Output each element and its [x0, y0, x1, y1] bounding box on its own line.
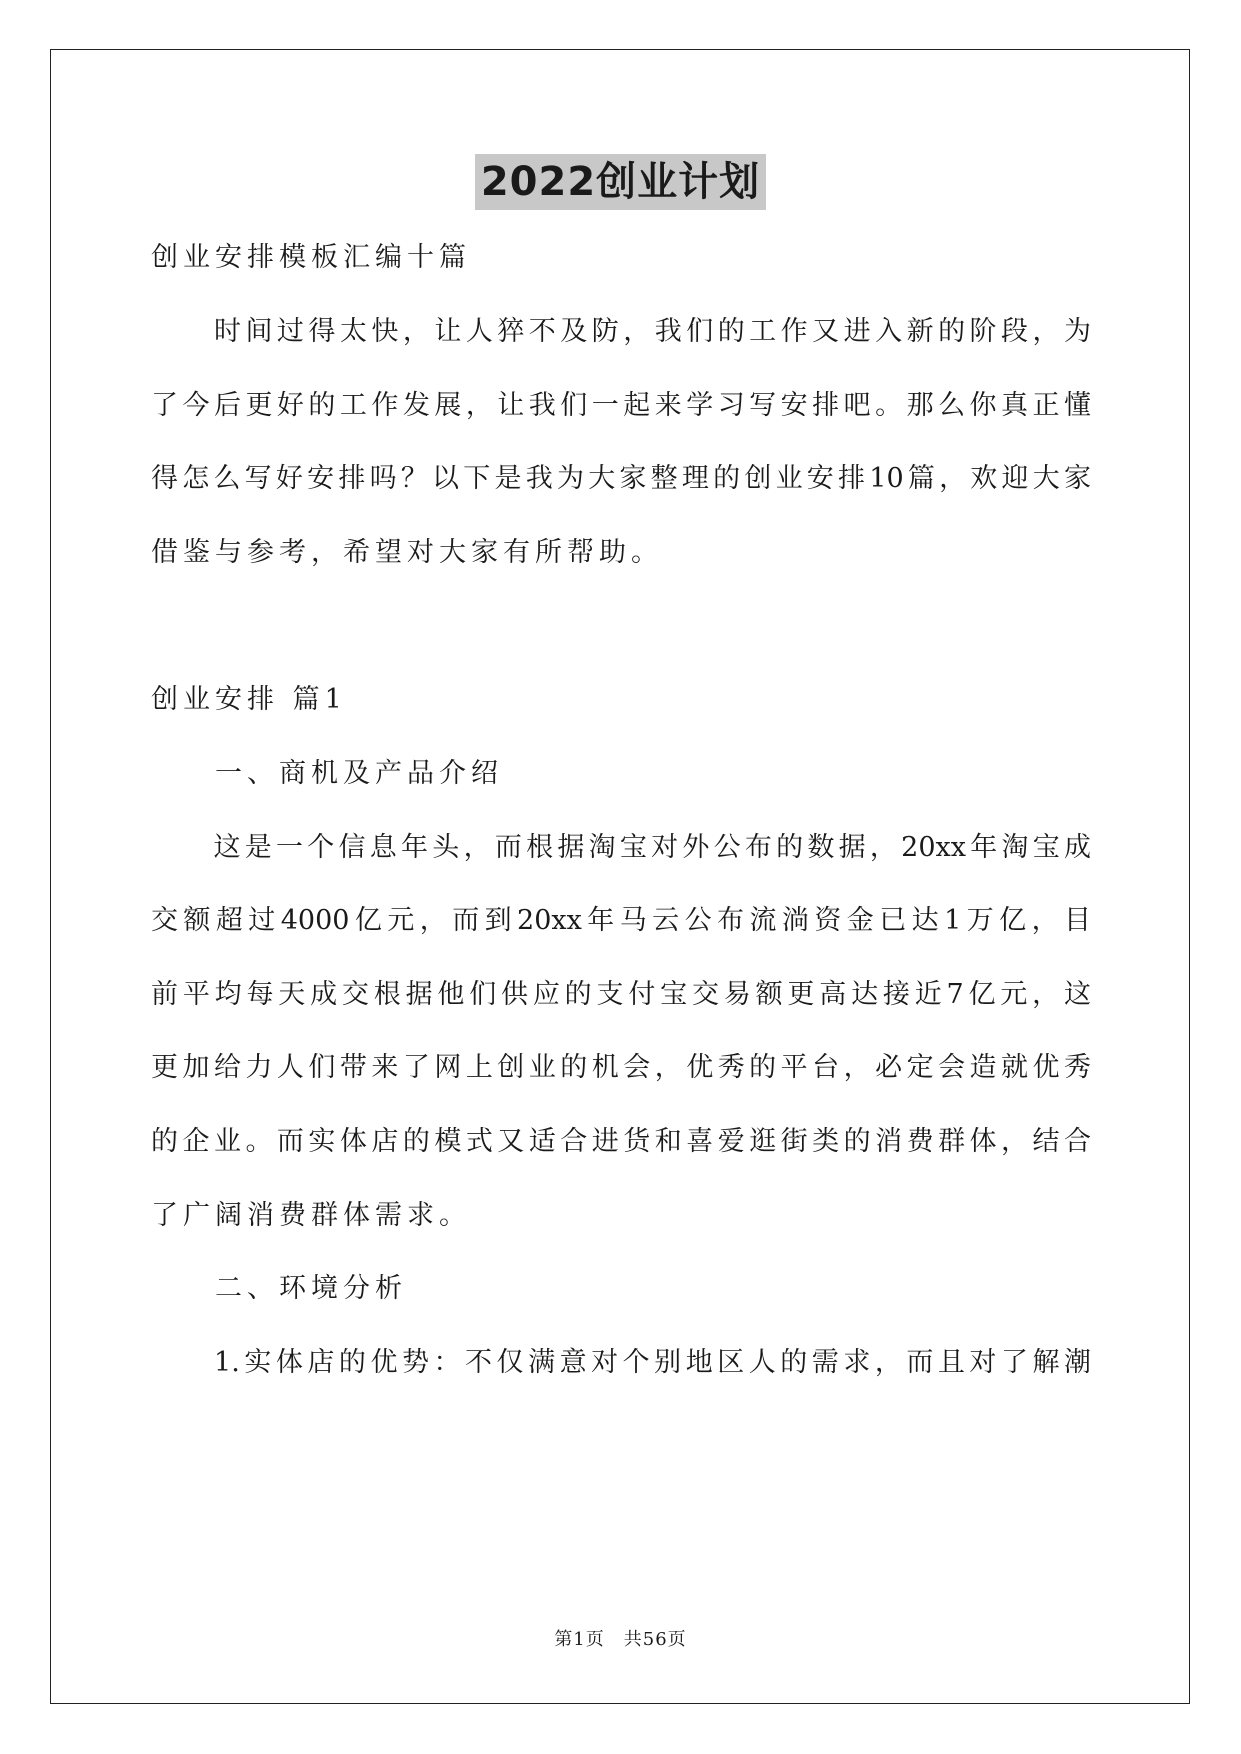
para-1-line-4: 更加给力人们带来了网上创业的机会，优秀的平台，必定会造就优秀	[151, 1052, 1091, 1083]
intro-line-4: 借鉴与参考，希望对大家有所帮助。	[151, 537, 663, 568]
heading-business-opportunity: 一、商机及产品介绍	[151, 758, 503, 789]
para-1-line-6: 了广阔消费群体需求。	[151, 1200, 471, 1231]
para-1-line-2: 交额超过4000亿元，而到20xx年马云公布流淌资金已达1万亿，目	[151, 905, 1091, 936]
intro-line-3: 得怎么写好安排吗？以下是我为大家整理的创业安排10篇，欢迎大家	[151, 463, 1091, 494]
section-heading: 创业安排 篇1	[151, 684, 347, 715]
subtitle: 创业安排模板汇编十篇	[151, 242, 471, 273]
para-1-line-5: 的企业。而实体店的模式又适合进货和喜爱逛街类的消费群体，结合	[151, 1126, 1091, 1157]
para-2-line-1: 1.实体店的优势：不仅满意对个别地区人的需求，而且对了解潮	[151, 1347, 1091, 1378]
page-number: 第1页 共56页	[554, 1629, 687, 1650]
page-border	[50, 49, 1190, 1704]
intro-line-2: 了今后更好的工作发展，让我们一起来学习写安排吧。那么你真正懂	[151, 390, 1091, 421]
heading-environment-analysis: 二、环境分析	[151, 1273, 407, 1304]
title-wrapper	[0, 154, 1241, 210]
para-1-line-1: 这是一个信息年头，而根据淘宝对外公布的数据，20xx年淘宝成	[151, 832, 1091, 863]
document-title: 2022创业计划	[475, 154, 766, 210]
intro-line-1: 时间过得太快，让人猝不及防，我们的工作又进入新的阶段，为	[151, 316, 1091, 347]
para-1-line-3: 前平均每天成交根据他们供应的支付宝交易额更高达接近7亿元，这	[151, 979, 1091, 1010]
